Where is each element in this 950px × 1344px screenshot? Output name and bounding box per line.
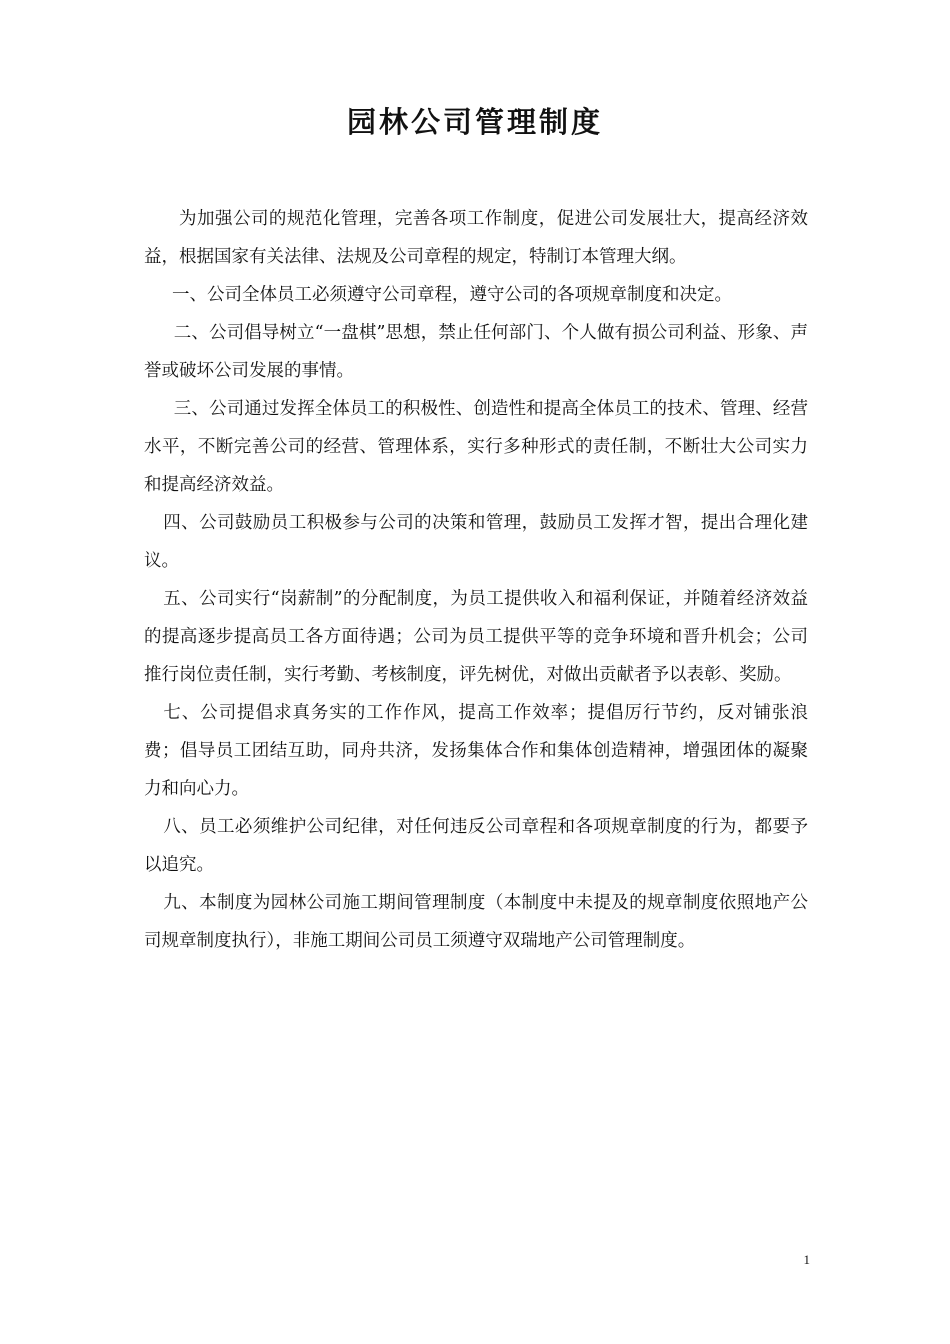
clause-8-paragraph: 八、员工必须维护公司纪律，对任何违反公司章程和各项规章制度的行为，都要予以追究。 [144,817,808,875]
clause-5-paragraph: 五、公司实行“岗薪制”的分配制度，为员工提供收入和福利保证，并随着经济效益的提高逐步提高员工各方面待遇；公司为员工提供平等的竞争环境和晋升机会；公司推行岗位责任制，实行考勤、考核制度，评先树优，对做出贡献者予以表彰、奖励。 [144,589,808,685]
page-number: 1 [803,1252,810,1267]
clause-7-paragraph: 七、公司提倡求真务实的工作作风，提高工作效率；提倡厉行节约，反对铺张浪费；倡导员工团结互助，同舟共济，发扬集体合作和集体创造精神，增强团体的凝聚力和向心力。 [144,703,808,799]
clause-3-paragraph: 三、公司通过发挥全体员工的积极性、创造性和提高全体员工的技术、管理、经营水平，不断完善公司的经营、管理体系，实行多种形式的责任制，不断壮大公司实力和提高经济效益。 [144,399,808,495]
intro-paragraph: 为加强公司的规范化管理，完善各项工作制度，促进公司发展壮大，提高经济效益，根据国家有关法律、法规及公司章程的规定，特制订本管理大纲。 [144,209,808,267]
clause-1-paragraph: 一、公司全体员工必须遵守公司章程，遵守公司的各项规章制度和决定。 [172,285,732,305]
clause-4-paragraph: 四、公司鼓励员工积极参与公司的决策和管理，鼓励员工发挥才智，提出合理化建议。 [144,513,808,571]
document-body [144,200,808,960]
clause-2-paragraph: 二、公司倡导树立“一盘棋”思想，禁止任何部门、个人做有损公司利益、形象、声誉或破坏公司发展的事情。 [144,323,808,381]
document-title: 园林公司管理制度 [346,105,603,139]
clause-9-paragraph: 九、本制度为园林公司施工期间管理制度（本制度中未提及的规章制度依照地产公司规章制度执行），非施工期间公司员工须遵守双瑞地产公司管理制度。 [144,893,808,951]
